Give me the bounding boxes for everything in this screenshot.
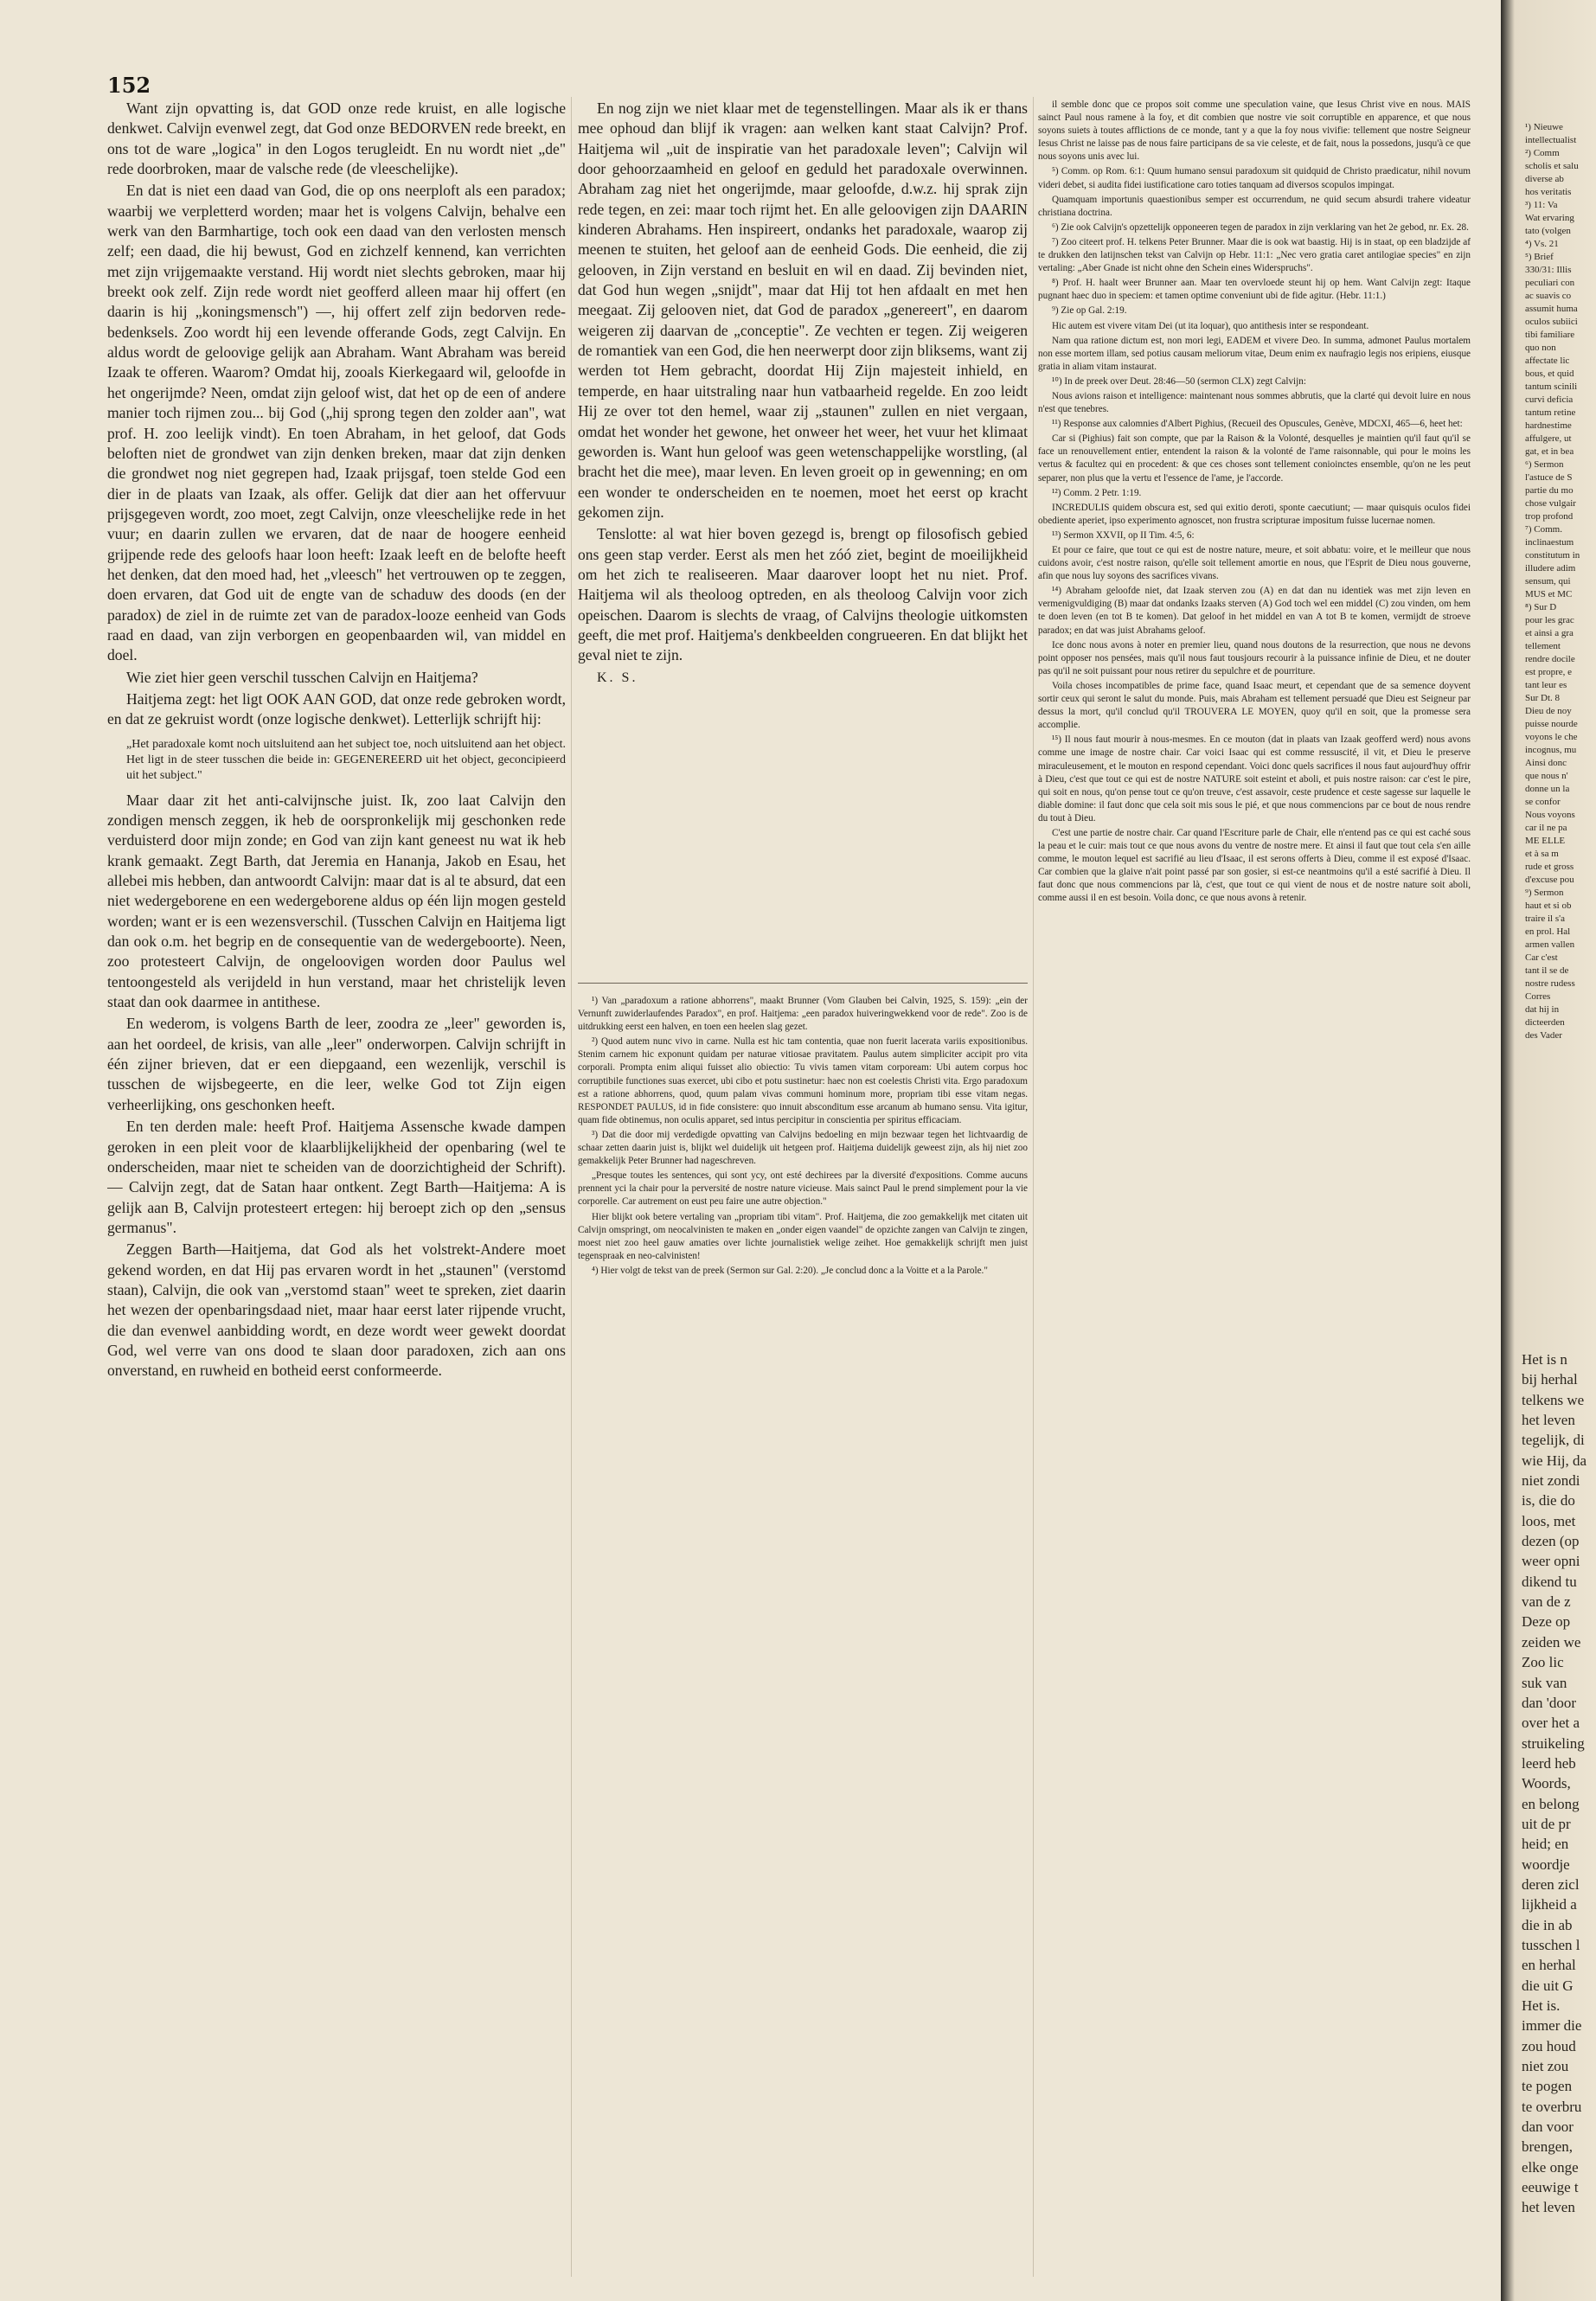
footnote: „Presque toutes les sentences, qui sont ycy, ont esté dechirees par la diversité d'expositions. Comme aucuns prennent yci la chair pour la perversité de nostre nature vicieuse. Mais sainct Paul le prend simplement pour la vie corporelle. Car autrement on eust peu faire une autre objection."	[578, 1170, 1028, 1208]
fold-line: Deze op	[1522, 1613, 1571, 1631]
fold-line: tantum scinili	[1525, 381, 1578, 392]
fold-line: traire il s'a	[1525, 913, 1565, 924]
fold-line: Car c'est	[1525, 952, 1558, 963]
footnote: Voila choses incompatibles de prime face, quand Isaac meurt, et cependant que de sa semence doyvent sortir ceux qui seront le salut du monde. Puis, mais Abraham est tellement persuadé que Dieu est Seigneur par dessus la mort, qu'il conclud qu'il TROUVERA LE MOYEN, quoy qu'il en soit, que la promesse sera accomplie.	[1038, 680, 1471, 731]
fold-line: ⁷) Comm.	[1525, 524, 1562, 535]
fold-line: tantum retine	[1525, 407, 1576, 418]
fold-line: het leven	[1522, 2199, 1575, 2216]
fold-line: oculos subiici	[1525, 317, 1578, 327]
paragraph: Haitjema zegt: het ligt OOK AAN GOD, dat onze rede gebroken wordt, en dat ze gekruist wordt (onze logische denkwet). Letterlijk schrijft hij:	[107, 689, 566, 728]
fold-line: tant il se de	[1525, 965, 1569, 976]
fold-line: tellement	[1525, 641, 1561, 651]
fold-line: niet zondi	[1522, 1472, 1580, 1490]
fold-line: ⁹) Sermon	[1525, 888, 1564, 898]
fold-line: deren zicl	[1522, 1875, 1580, 1893]
author-signature: K. S.	[597, 670, 638, 685]
footnote: ⁵) Comm. op Rom. 6:1: Quum humano sensui paradoxum sit quidquid de Christo praedicatur, nihil novum videri debet, si audita fidei iustificatione caro toties tanquam ad diversos scopulos impingat.	[1038, 166, 1471, 190]
fold-line: incognus, mu	[1525, 745, 1577, 755]
fold-line: scholis et salu	[1525, 161, 1579, 171]
fold-line: dezen (op	[1522, 1533, 1580, 1550]
fold-line: immer die	[1522, 2017, 1582, 2035]
block-quote: „Het paradoxale komt noch uitsluitend aan het subject toe, noch uitsluitend aan het object. Het ligt in de steer tusschen die beide in: GEGENEREERD uit het object, geconcipieerd uit het subject."	[126, 737, 566, 782]
fold-line: tato (volgen	[1525, 226, 1571, 236]
paragraph: En wederom, is volgens Barth de leer, zoodra ze „leer" geworden is, aan het oordeel, de krisis, van alle „leer" onderworpen. Calvijn schrijft in één zijner brieven, dat er een diepgaand, een wezenlijk, verschil is tusschen de wijsbegeerte, en die leer, welke God tot Zijn eigen verheerlijking, ons geschonken heeft.	[107, 1015, 566, 1113]
fold-line: rendre docile	[1525, 654, 1575, 664]
fold-line: van de z	[1522, 1593, 1571, 1611]
fold-line: ⁸) Sur D	[1525, 602, 1557, 612]
fold-line: en prol. Hal	[1525, 926, 1571, 937]
footnote: il semble donc que ce propos soit comme une speculation vaine, que Iesus Christ vive en nous. MAIS sainct Paul nous ramene à la foy, et dit combien que nostre vie soit corruptible en apparence, et que nous soyons suiets à toutes afflictions de ce monde, tant y a que la foy nous vivifie: tellement que nostre Seigneur Iesus Christ ne laisse pas de nous faire participans de sa vie celeste, et de fait, nous la possedons, jusqu'à ce que nous soyons unis avec lui.	[1038, 99, 1471, 163]
paragraph: Want zijn opvatting is, dat GOD onze rede kruist, en alle logische denkwet. Calvijn evenwel zegt, dat God onze BEDORVEN rede breekt, en ons tot de ware „logica" in den Logos terugleidt. En nu wordt niet „de" rede doorbroken, maar de valsche rede (de vleeschelijke).	[107, 99, 566, 178]
fold-line: donne un la	[1525, 784, 1570, 794]
paragraph: Zeggen Barth—Haitjema, dat God als het volstrekt-Andere moet gekend worden, en dat Hij pas ervaren wordt in het „staunen" (verstomd staan), Calvijn, die ook van „verstomd staan" weet te spreken, ziet daarin het wezen der openbaringsdaad niet, maar haar eerst later rijpende vrucht, die dan evenwel aanbidding wordt, en deze wordt weer gewekt doordat God, wel verre van ons dood te slaan door paradoxen, zich aan ons onverstand, en ruwheid en botheid eerst conformeerde.	[107, 1240, 566, 1380]
fold-line: trop profond	[1525, 511, 1574, 522]
fold-line: dat hij in	[1525, 1004, 1560, 1015]
footnote: C'est une partie de nostre chair. Car quand l'Escriture parle de Chair, elle n'entend pas ce qui est caché sous la peau et le cuir: mais tout ce que nous avons du ventre de nostre mere. Et ainsi il faut que tout cela s'en aille comme, le mouton lequel est sacrifié au lieu d'Isaac, il est serons offerts à Dieu, comme il est exposé d'Isaac. Car combien que la glaive n'ait point passé par son gosier, si est-ce neantmoins qu'il a esté sacrifié à Dieu. Il faut donc que nous commencions par là, c'est, que tout ce qui vient de nous et de nostre nature soit aboli, comme aussi il en est besoin. Voila donc, ce que nous avons à retenir.	[1038, 827, 1471, 904]
fold-line: des Vader	[1525, 1030, 1562, 1041]
fold-line: ²) Comm	[1525, 148, 1560, 158]
fold-line: d'excuse pou	[1525, 875, 1574, 885]
fold-line: Het is n	[1522, 1351, 1567, 1368]
fold-line: peculiari con	[1525, 278, 1575, 288]
fold-line: lijkheid a	[1522, 1896, 1577, 1913]
fold-line: Ainsi donc	[1525, 758, 1567, 768]
fold-line: elke onge	[1522, 2158, 1579, 2176]
fold-line: Dieu de noy	[1525, 706, 1572, 716]
fold-line: Zoo lic	[1522, 1654, 1564, 1671]
fold-line: nostre rudess	[1525, 978, 1575, 989]
fold-line: dikend tu	[1522, 1573, 1577, 1590]
footnote: ²) Quod autem nunc vivo in carne. Nulla est hic tam contentia, quae non fuerit lacerata variis expositionibus. Stenim carnem hic exponunt quidam per naturae vitiosae pravitatem. Paulus autem simpliciter accipit pro vita corporali. Prompta enim aliqui fuisset alio obiectio: Tu vivis tamen vitam corpoream: Ubi autem corpus hoc corruptibile functiones suas exercet, ubi cibo et potu sustinetur: haec non est coelestis Christi vita. Ergo paradoxum est a ratione abhorrens, quod, quum palam vivas communi hominum more, propriam tibi esse vitam negas. RESPONDET PAULUS, id in fide consistere: quo innuit absconditum esse arcanum ab humano sensu. Vita igitur, quam fide obtinemus, non oculis apparet, sed intus percipitur in conscientia per spiritus efficaciam.	[578, 1036, 1028, 1125]
footnote: ⁸) Prof. H. haalt weer Brunner aan. Maar ten overvloede steunt hij op hem. Want Calvijn zegt: Itaque pugnant haec duo in speciem: et tamen optime conveniunt ubi de fide agitur. (Hebr. 11:1.)	[1038, 278, 1471, 302]
fold-line: intellectualist	[1525, 135, 1577, 145]
fold-line: Sur Dt. 8	[1525, 693, 1561, 703]
fold-line: MUS et MC	[1525, 589, 1573, 599]
article-column-left	[107, 99, 566, 2279]
footnote: ¹⁴) Abraham geloofde niet, dat Izaak sterven zou (A) en dat dan nu identiek was met zijn leven en vermenigvuldiging (B) maar dat ondanks Izaaks sterven (A) God toch wel een middel (C) zou vinden, om hem te doen leven (en tot B te komen). Dat geloof in het middel en van A tot B te komen, vermijdt de stroeve paradox; en dat was juist Abrahams geloof.	[1038, 586, 1471, 636]
fold-line: quo non	[1525, 343, 1556, 353]
fold-line: suk van	[1522, 1674, 1567, 1691]
fold-line: weer opni	[1522, 1553, 1580, 1570]
footnote: ⁹) Zie op Gal. 2:19.	[1052, 305, 1127, 317]
fold-line: diverse ab	[1525, 174, 1564, 184]
adjacent-page-edge	[1501, 0, 1596, 2301]
fold-line: est propre, e	[1525, 667, 1573, 677]
footnote: ¹⁵) Il nous faut mourir à nous-mesmes. En ce mouton (dat in plaats van Izaak geofferd werd) nous avons comme une image de nostre chair. Car voici Isaac qui est comme ressuscité, il vit, et Dieu le preserve miraculeusement, et le mouton en respond cependant. Voici donc quels sacrifices il nous faut aujourd'huy offrir à Dieu, c'est que tout ce qui est de nostre NATURE soit esteint et aboli, et puis nostre raison: car c'est le pire, qui soit en nous, qu'on pense tout ce qu'on treuve, c'est assavoir, ceste prudence et ceste sagesse sur laquelle le diable domine: il faut donc que cela soit mis sous le pié, et que nous commencions par ce bout de nous rendre du tout à Dieu.	[1038, 734, 1471, 824]
fold-line: uit de pr	[1522, 1815, 1571, 1832]
fold-line: gat, et in bea	[1525, 446, 1574, 457]
article-column-middle	[578, 99, 1028, 972]
fold-line: tant leur es	[1525, 680, 1567, 690]
column-divider	[1033, 97, 1034, 2277]
footnote: Hic autem est vivere vitam Dei (ut ita loquar), quo antithesis inter se respondeant.	[1052, 320, 1369, 331]
fold-line: et à sa m	[1525, 849, 1559, 859]
footnote: ³) Dat die door mij verdedigde opvatting van Calvijns bedoeling en mijn bezwaar tegen het lichtvaardig de schaar zetten daarin juist is, blijkt wel duidelijk uit hetgeen prof. Haitjema duidelijk geweest zijn, als hij niet zoo gemakkelijk Peter Brunner had nageschreven.	[578, 1129, 1028, 1167]
fold-line: hos veritatis	[1525, 187, 1572, 197]
fold-line: Nous voyons	[1525, 810, 1575, 820]
fold-line: bij herhal	[1522, 1371, 1578, 1388]
paragraph: En nog zijn we niet klaar met de tegenstellingen. Maar als ik er thans mee ophoud dan blijf ik vragen: aan welken kant staat Calvijn? Prof. Haitjema wil „uit de inspiratie van het paradoxale leven"; Calvijn wil door gehoorzaamheid en geloof en geduld het paradoxale overwinnen. Abraham zag niet het ongerijmde, maar geloofde, d.w.z. hij sprak zijn rede tegen, en zei: maar toch rijmt het. En alle geloovigen zijn DAARIN kinderen Abrahams. Hen inspireert, ondanks het paradoxale, waarop zij meenen te stuiten, het geloof aan de eenheid Gods. Die eenheid, die zij gelooven, in Zijn verstand en besluit en wil en daad. Zij bevinden niet, dat God hun wegen „snijdt", maar dat Hij tot hen afdaalt en met hen meegaat. Zij gelooven niet, dat God de paradox „genereert", en daarom weigeren zij daarvan de „conceptie". Ze vechten er tegen. Zij weigeren de romantiek van een God, die hen neerwerpt door zijn bliksems, want zij werden tot Hem gebracht, doordat Hij Zijn majesteit inhield, en temperde, en haar uitstraling naar hun vatbaarheid regelde. En zoo leidt Hij ze over tot den hemel, waar zij „staunen" zullen en niet vergaan, omdat het wonder het gewone, het onweer het weer, het vuur het klimaat geworden is. Want hun geloof was geen wetenschappelijke worstling, (al bracht het die mee), maar leven. En leven groeit op in gewenning; en om een wonder te onderscheiden en te noemen, moet het eerst op kracht gekomen zijn.	[578, 99, 1028, 521]
fold-line: zeiden we	[1522, 1633, 1581, 1650]
fold-line: que nous n'	[1525, 771, 1568, 781]
paragraph: En ten derden male: heeft Prof. Haitjema Assensche kwade dampen geroken in een pleit voor de klaarblijkelijkheid der openbaring (wel te onderscheiden, maar niet te scheiden van de doorzichtigheid der Schrift). — Calvijn zegt, dat de Satan haar ontkent. Zegt Barth—Haitjema: A is gelijk aan B, Calvijn protesteert ertegen: hij beroept zich op den „sensus germanus".	[107, 1118, 566, 1236]
footnote: Et pour ce faire, que tout ce qui est de nostre nature, meure, et soit abbatu: voire, et le meilleur que nous cuidons avoir, c'est nostre raison, qu'elle soit tellement amortie en nous, que l'Esprit de Dieu nous gouverne, afin que nous luy soyons des sacrifices vivans.	[1038, 545, 1471, 582]
footnote: Car si (Pighius) fait son compte, que par la Raison & la Volonté, desquelles je maintien qu'il faut qu'il se face un renouvellement entier, entendent la raison & la volonté de l'ame raisonnable, qui pour le moins les vertus & facultez qui en procedent: & que ces choses sont tellement conioinctes ensemble, qu'on ne les peut separer, non plus que la vertu et l'essence de l'ame, je l'accorde.	[1038, 433, 1471, 484]
fold-line: pour les grac	[1525, 615, 1574, 625]
fold-line: leerd heb	[1522, 1754, 1576, 1772]
paragraph: En dat is niet een daad van God, die op ons neerploft als een paradox; waarbij we verpletterd worden; maar het is volgens Calvijn, behalve een werk van den Barmhartige, toch ook een daad van den verlosten mensch zelf; een daad, die hij bewust, God en zichzelf kennend, kan verrichten met zijn vrijgemaakte verstand. Hij wordt niet slechts gebroken, maar hij breekt ook zelf. Zijn rede wordt niet geofferd alleen maar hij offert (en daarin is hij „koningsmensch") —, hij offert zelf zijn bedorven rede-bedenksels. Zoo wordt hij een levende offerande Gods, zegt Calvijn. En aldus wordt de geloovige gelijk aan Abraham. Want Abraham was bereid Izaak te offeren. Waarom? Omdat hij, zooals Kierkegaard wil, geloofde in het ongerijmde? Neen, omdat zijn geloof wist, dat het op de een of andere manier toch rijmen zou... bij God („hij sprong tegen den zolder aan", wat prof. H. zoo leelijk vindt). En toen Abraham, in het geloof, dat Gods beloften niet de grondwet van zijn denken breken, maar dat zijn denken die grondwet nog niet gegrepen had, Izaak prijsgaf, toen stelde God een dier in de plaats van Izaak, als offer. Gelijk dat dier aan het offervuur prijsgegeven wordt, zoo moet, zegt Calvijn, onze vleeschelijke rede in het vuur; en daarin zullen we ervaren, dat de naar de hoogere eenheid grijpende rede des geloofs haar loon heeft: Izaak leeft en de belofte heeft het denken, dat den moed had, het „vleesch" het vertrouwen op te zeggen, doen ervaren, dat God uit de engte van de schaduw des doods (en der paradox) de ziel in de ruimte zet van de paradox-looze eenheid van Gods raad en daad, van zijn verborgen en geopenbaarden wil, van middel en doel.	[107, 182, 566, 664]
fold-line: brengen,	[1522, 2138, 1574, 2156]
footnote: ¹) Van „paradoxum a ratione abhorrens", maakt Brunner (Vom Glauben bei Calvin, 1925, S. 159): „ein der Vernunft zuwiderlaufendes Paradox", en prof. Haitjema: „een paradox huiveringwekkend voor de rede". Zoo is de uitdrukking eerst een halven, en toen een heelen slag gezet.	[578, 996, 1028, 1033]
fold-line: dicteerden	[1525, 1017, 1565, 1028]
fold-line: et ainsi a gra	[1525, 628, 1574, 638]
fold-line: assumit huma	[1525, 304, 1578, 314]
fold-line: Wat ervaring	[1525, 213, 1574, 223]
fold-line: ⁶) Sermon	[1525, 459, 1564, 470]
paragraph: Tenslotte: al wat hier boven gezegd is, brengt op filosofisch gebied ons geen stap verder. Eerst als men het zóó ziet, begint de moeilijkheid om het zich te realiseeren. Maar daarover loopt het nu niet. Prof. Haitjema wil als theoloog optreden, en als theoloog Calvijn voor zich opeischen. Daarom is slechts de vraag, of Calvijns theologie uitkomsten geeft, die met prof. Haitjema's denkbeelden congrueeren. En dat blijkt het geval niet te zijn.	[578, 525, 1028, 664]
fold-line: over het a	[1522, 1715, 1580, 1732]
fold-line: Woords,	[1522, 1775, 1571, 1792]
footnote: ¹²) Comm. 2 Petr. 1:19.	[1052, 487, 1142, 498]
footnote: Ice donc nous avons à noter en premier lieu, quand nous doutons de la resurrection, que nous ne devons point opposer nos pensées, mais qu'il nous faut tousjours recourir à la puissance infinie de Dieu, et ne douter pas qu'il ne soit puissant pour nous retirer du sepulchre et de pourriture.	[1038, 639, 1471, 676]
fold-line: voyons le che	[1525, 732, 1578, 742]
fold-line: is, die do	[1522, 1492, 1575, 1509]
adjacent-page-column	[1522, 1349, 1596, 2218]
fold-line: curvi deficia	[1525, 394, 1574, 405]
footnote: Nam qua ratione dictum est, non mori legi, EADEM et vivere Deo. In summa, admonet Paulus mortalem non esse mortem illam, sed potius causam meliorum vitae, Deum enim ex naufragio legis nos eripiens, eiusque gratia in aliam vitam instaurat.	[1038, 335, 1471, 372]
footnotes-right	[1038, 99, 1471, 2279]
footnote: Nous avions raison et intelligence: maintenant nous sommes abbrutis, que la clarté qui devoit luire en nous n'est que tenebres.	[1038, 390, 1471, 415]
fold-line: dan 'door	[1522, 1694, 1577, 1711]
fold-line: 330/31: Illis	[1525, 265, 1572, 275]
fold-line: die uit G	[1522, 1977, 1574, 1994]
fold-line: affectate lic	[1525, 356, 1570, 366]
fold-line: en herhal	[1522, 1957, 1576, 1974]
fold-line: en belong	[1522, 1795, 1580, 1812]
footnote: ¹¹) Response aux calomnies d'Albert Pighius, (Recueil des Opuscules, Genève, MDCXI, 465—6, heet het:	[1052, 419, 1463, 430]
fold-line: dan voor	[1522, 2118, 1574, 2136]
footnote: ⁶) Zie ook Calvijn's opzettelijk opponeeren tegen de paradox in zijn verklaring van het 2e gebod, nr. Ex. 28.	[1052, 221, 1469, 233]
fold-line: car il ne pa	[1525, 823, 1567, 833]
fold-line: ac suavis co	[1525, 291, 1572, 301]
fold-line: tibi familiare	[1525, 330, 1575, 340]
fold-line: affulgere, ut	[1525, 433, 1572, 444]
footnote: ⁴) Hier volgt de tekst van de preek (Sermon sur Gal. 2:20). „Je conclud donc a la Voitte et a la Parole."	[592, 1265, 988, 1276]
fold-line: sensum, qui	[1525, 576, 1571, 586]
footnote: ¹³) Sermon XXVII, op II Tim. 4:5, 6:	[1052, 529, 1195, 541]
fold-line: illudere adim	[1525, 563, 1576, 574]
fold-line: Corres	[1525, 991, 1551, 1002]
fold-line: te overbru	[1522, 2098, 1582, 2115]
paragraph: Maar daar zit het anti-calvijnsche juist. Ik, zoo laat Calvijn den zondigen mensch zeggen, ik heb de oorspronkelijk mij geschonken rede verduisterd door mijn zonde; en God van zijn kant geneest nu wat ik heb krank gemaakt. Zegt Barth, dat Jeremia en Hananja, Jakob en Esau, het allebei mis hebben, dan antwoordt Calvijn: maar dat is al te absurd, dat een niet wedergeborene en een wedergeborene aldus op één lijn mogen gesteld worden; want er is een wezensverschil. (Tusschen Calvijn en Haitjema ligt dan ook o.m. het begrip en de consequentie van de wedergeboorte). Neen, zoo protesteert Calvijn, de ongeloovigen worden door Paulus wel tentoongesteld als verijdeld in hun verstand, maar het christelijk leven staat dan ook daarmee in antithese.	[107, 791, 566, 1011]
fold-line: inclinaestum	[1525, 537, 1574, 548]
fold-line: niet zou	[1522, 2058, 1569, 2075]
fold-line: partie du mo	[1525, 485, 1574, 496]
fold-line: tusschen l	[1522, 1936, 1580, 1953]
fold-line: struikeling	[1522, 1734, 1585, 1752]
footnote: Hier blijkt ook betere vertaling van „propriam tibi vitam". Prof. Haitjema, die zoo gemakkelijk met citaten uit Calvijn omspringt, om neocalvinisten te maken en „onder eigen vaandel" de opzichte zangen van Calvijn te zingen, moest niet zoo heel gauw amaties over lichte journalistiek welige zeihet. Hoe gemakkelijk schrijft men juist tegenspraak en neo-calvinisten!	[578, 1211, 1028, 1261]
fold-line: telkens we	[1522, 1391, 1585, 1408]
footnote: Quamquam importunis quaestionibus semper est occurrendum, ne quid secum absurdi trahere videatur christiana doctrina.	[1038, 194, 1471, 218]
fold-line: het leven	[1522, 1412, 1575, 1429]
fold-line: ⁵) Brief	[1525, 252, 1554, 262]
fold-line: zou houd	[1522, 2037, 1576, 2054]
fold-line: bous, et quid	[1525, 369, 1574, 379]
fold-line: puisse nourde	[1525, 719, 1578, 729]
fold-line: hardnestime	[1525, 420, 1572, 431]
fold-line: eeuwige t	[1522, 2179, 1579, 2196]
fold-line: loos, met	[1522, 1512, 1576, 1529]
column-divider	[571, 97, 572, 2277]
fold-line: rude et gross	[1525, 862, 1574, 872]
fold-line: ⁴) Vs. 21	[1525, 239, 1559, 249]
fold-line: haut et si ob	[1525, 901, 1572, 911]
page-number: 152	[107, 73, 151, 98]
fold-line: woordje	[1522, 1856, 1570, 1873]
footnotes-middle	[578, 995, 1028, 2275]
fold-line: se confor	[1525, 797, 1561, 807]
fold-line: tegelijk, di	[1522, 1432, 1585, 1449]
paragraph: Wie ziet hier geen verschil tusschen Calvijn en Haitjema?	[126, 668, 478, 686]
fold-line: armen vallen	[1525, 939, 1575, 950]
fold-line: ME ELLE	[1525, 836, 1566, 846]
fold-line: constitutum in	[1525, 550, 1580, 561]
fold-line: l'astuce de S	[1525, 472, 1573, 483]
fold-line: chose vulgair	[1525, 498, 1576, 509]
footnote: INCREDULIS quidem obscura est, sed qui exitio deroti, sponte caecutiunt; — maar quisquis oculos fidei obediente aperiet, ipso experimento agnoscet, non frustra scripturae impositum fuisse lucernae nomen.	[1038, 502, 1471, 526]
footnote: ⁷) Zoo citeert prof. H. telkens Peter Brunner. Maar die is ook wat baastig. Hij is in staat, op een bladzijde af te drukken den latijnschen tekst van Calvijn op Hebr. 11:1: „Nec vero gratia caret antilogiae species" en zijn vertaling: „Aber Gnade ist nicht ohne den Schein eines Widerspruchs".	[1038, 236, 1471, 274]
fold-line: Het is.	[1522, 1997, 1561, 2014]
footnote: ¹⁰) In de preek over Deut. 28:46—50 (sermon CLX) zegt Calvijn:	[1052, 375, 1306, 387]
fold-line: te pogen	[1522, 2078, 1573, 2095]
fold-line: die in ab	[1522, 1916, 1573, 1933]
fold-line: heid; en	[1522, 1836, 1569, 1853]
fold-line: ³) 11: Va	[1525, 200, 1558, 210]
fold-line: wie Hij, da	[1522, 1452, 1587, 1469]
footnote-rule	[578, 983, 1028, 984]
fold-line: ¹) Nieuwe	[1525, 122, 1563, 132]
adjacent-page-footnotes	[1525, 121, 1596, 1042]
